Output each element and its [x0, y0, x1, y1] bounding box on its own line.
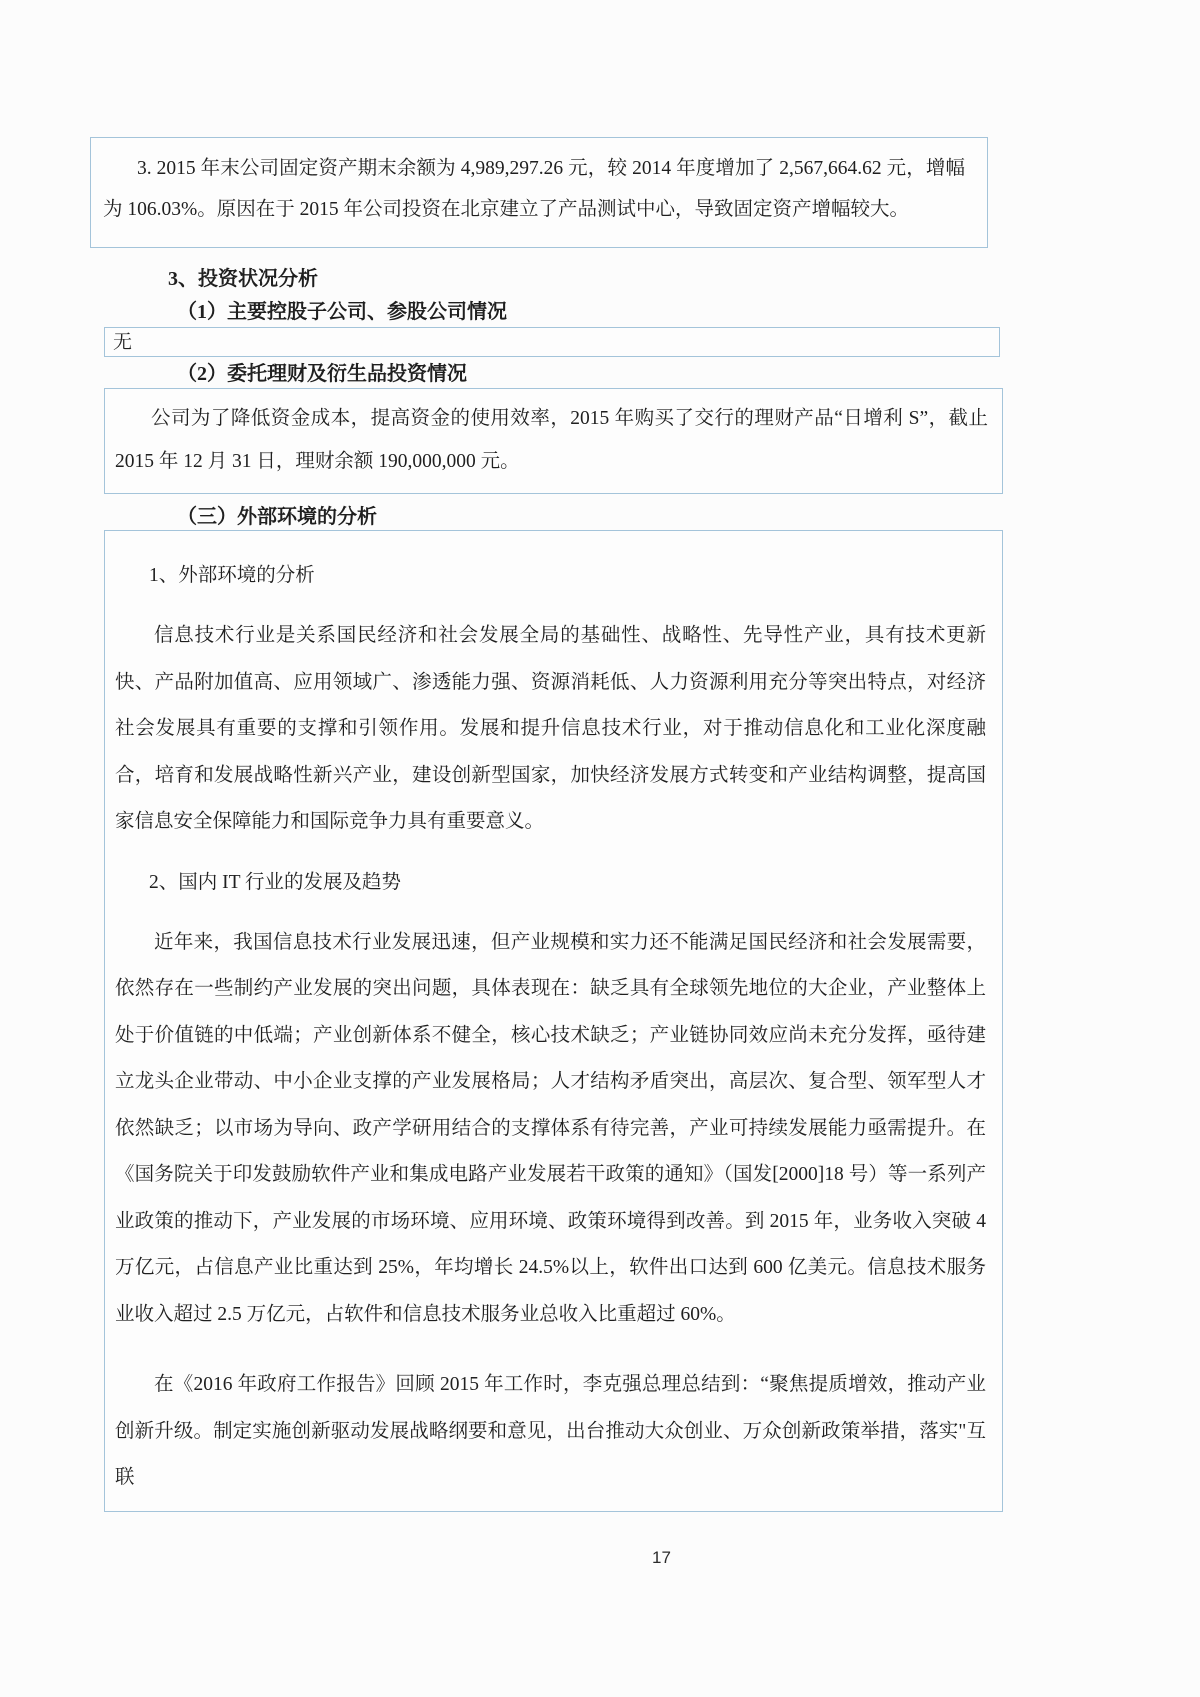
- page-number: 17: [652, 1548, 671, 1567]
- environment-paragraph-3: 在《2016 年政府工作报告》回顾 2015 年工作时，李克强总理总结到：“聚焦提质增效，推动产业创新升级。制定实施创新驱动发展战略纲要和意见，出台推动大众创业、万众创新政策举措，落实"互联: [115, 1374, 986, 1488]
- environment-subheading-2: 2、国内 IT 行业的发展及趋势: [149, 871, 402, 893]
- subsidiaries-box: [104, 327, 1000, 357]
- entrusted-wealth-heading: （2）委托理财及衍生品投资情况: [177, 363, 467, 385]
- investment-analysis-heading: 3、投资状况分析: [168, 268, 318, 290]
- external-environment-heading: （三）外部环境的分析: [177, 506, 377, 528]
- fixed-assets-box: [90, 137, 988, 248]
- environment-paragraph-2: 近年来，我国信息技术行业发展迅速，但产业规模和实力还不能满足国民经济和社会发展需要，依然存在一些制约产业发展的突出问题，具体表现在：缺乏具有全球领先地位的大企业，产业整体上处于价值链的中低端；产业创新体系不健全，核心技术缺乏；产业链协同效应尚未充分发挥，亟待建立龙头企业带动、中小企业支撑的产业发展格局；人才结构矛盾突出，高层次、复合型、领军型人才依然缺乏；以市场为导向、政产学研用结合的支撑体系有待完善，产业可持续发展能力亟需提升。在《国务院关于印发鼓励软件产业和集成电路产业发展若干政策的通知》（国发[2000]18 号）等一系列产业政策的推动下，产业发展的市场环境、应用环境、政策环境得到改善。到 2015 年，业务收入突破 4 万亿元，占信息产业比重达到 25%，年均增长 24.5%以上，软件出口达到 600 亿美元。信息技术服务业收入超过 2.5 万亿元，占软件和信息技术服务业总收入比重超过 60%。: [115, 931, 986, 1325]
- entrusted-wealth-text: 公司为了降低资金成本，提高资金的使用效率，2015 年购买了交行的理财产品“日增利 S”，截止 2015 年 12 月 31 日，理财余额 190,000,000 元。: [115, 408, 988, 472]
- environment-subheading-1: 1、外部环境的分析: [149, 565, 315, 586]
- external-environment-box: [104, 530, 1003, 1512]
- entrusted-wealth-box: [104, 388, 1003, 494]
- subsidiaries-heading: （1）主要控股子公司、参股公司情况: [177, 301, 507, 323]
- subsidiaries-content-text: 无: [113, 332, 133, 353]
- environment-paragraph-1: 信息技术行业是关系国民经济和社会发展全局的基础性、战略性、先导性产业，具有技术更新快、产品附加值高、应用领域广、渗透能力强、资源消耗低、人力资源利用充分等突出特点，对经济社会发展具有重要的支撑和引领作用。发展和提升信息技术行业，对于推动信息化和工业化深度融合，培育和发展战略性新兴产业，建设创新型国家，加快经济发展方式转变和产业结构调整，提高国家信息安全保障能力和国际竞争力具有重要意义。: [115, 625, 986, 832]
- fixed-assets-text: 3. 2015 年末公司固定资产期末余额为 4,989,297.26 元，较 2014 年度增加了 2,567,664.62 元，增幅为 106.03%。原因在于 2015 年公司投资在北京建立了产品测试中心，导致固定资产增幅较大。: [103, 158, 965, 220]
